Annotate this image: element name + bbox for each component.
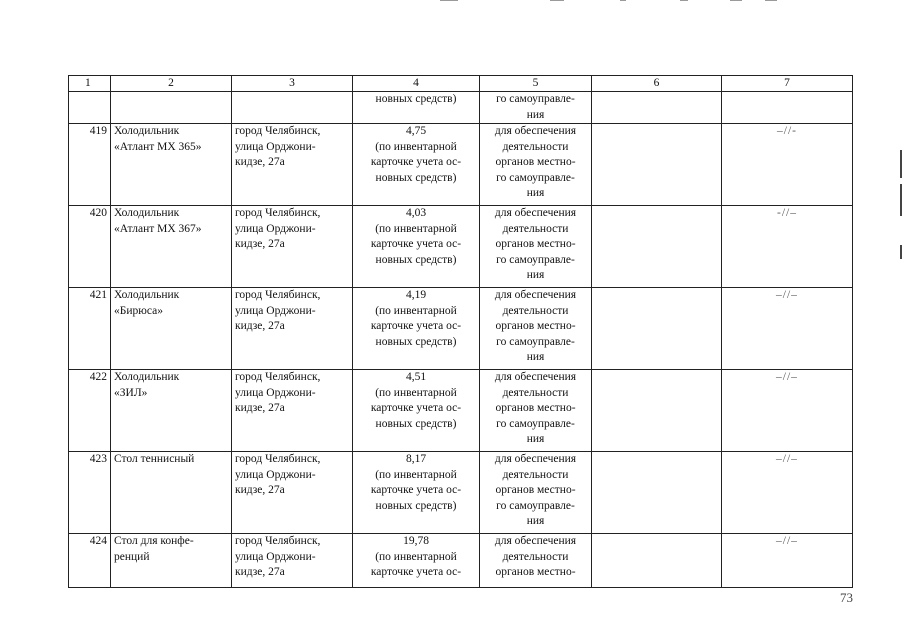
purpose-line: органов местно- [495, 320, 576, 332]
col6-cell [592, 370, 722, 452]
address-cell [232, 534, 353, 588]
property-register-table [68, 75, 853, 588]
value-line: карточке учета ос- [370, 402, 462, 414]
item-name-line: «ЗИЛ» [114, 386, 148, 399]
table-row [69, 452, 853, 534]
value-line: новных средств) [375, 171, 457, 184]
purpose-cell [480, 452, 592, 534]
ditto-mark: –//– [776, 371, 798, 383]
value-line: 19,78 [403, 535, 429, 547]
value-cell [353, 124, 480, 206]
purpose-line: го самоуправле- [496, 335, 575, 348]
continuation-purpose-cell [480, 92, 592, 124]
row-number-cell: 424 [69, 534, 111, 588]
continuation-purpose-line: го самоуправле- [496, 93, 575, 105]
address-cell [232, 288, 353, 370]
ditto-note-cell [722, 452, 853, 534]
purpose-line: органов местно- [495, 402, 576, 414]
value-line: (по инвентарной [375, 386, 457, 399]
purpose-line: для обеспечения [494, 453, 577, 465]
address-line: кидзе, 27а [235, 320, 285, 332]
row-number-cell: 421 [69, 288, 111, 370]
continuation-addr-cell [232, 92, 353, 124]
address-line: город Челябинск, [235, 289, 321, 301]
continuation-num-cell [69, 92, 111, 124]
purpose-cell [480, 370, 592, 452]
purpose-line: органов местно- [495, 566, 576, 578]
ditto-mark: –//– [776, 453, 798, 465]
purpose-line: ния [526, 515, 545, 527]
purpose-line: деятельности [502, 386, 569, 399]
value-line: новных средств) [375, 335, 457, 348]
ditto-mark: –//- [777, 125, 797, 137]
table-row [69, 534, 853, 588]
address-line: город Челябинск, [235, 125, 321, 137]
ditto-note-cell [722, 124, 853, 206]
address-line: улица Орджони- [235, 222, 316, 235]
item-name-line: Холодильник [114, 289, 180, 301]
row-number-cell: 420 [69, 206, 111, 288]
value-line: карточке учета ос- [370, 484, 462, 496]
continuation-value-line: новных средств) [375, 93, 457, 105]
purpose-line: для обеспечения [494, 289, 577, 301]
purpose-line: го самоуправле- [496, 171, 575, 184]
item-name-cell [111, 288, 232, 370]
item-name-line: Стол для конфе- [114, 535, 194, 547]
address-line: город Челябинск, [235, 207, 321, 219]
value-line: (по инвентарной [375, 304, 457, 317]
purpose-line: го самоуправле- [496, 253, 575, 266]
continuation-row [69, 92, 853, 124]
purpose-line: деятельности [502, 304, 569, 317]
header-col-1: 1 [69, 76, 111, 92]
value-line: карточке учета ос- [370, 156, 462, 168]
ditto-note-cell [722, 206, 853, 288]
address-line: город Челябинск, [235, 453, 321, 465]
address-line: улица Орджони- [235, 304, 316, 317]
margin-scan-mark [900, 245, 902, 259]
value-line: 4,03 [405, 207, 427, 219]
col6-cell [592, 534, 722, 588]
ditto-mark: -//– [777, 207, 797, 219]
purpose-line: для обеспечения [494, 207, 577, 219]
col6-cell [592, 124, 722, 206]
value-cell [353, 370, 480, 452]
value-line: 4,75 [405, 125, 427, 137]
margin-scan-mark [900, 184, 902, 216]
value-cell [353, 288, 480, 370]
value-line: карточке учета ос- [370, 320, 462, 332]
address-line: кидзе, 27а [235, 566, 285, 578]
table-row [69, 370, 853, 452]
item-name-line: Стол теннисный [114, 453, 195, 465]
value-line: новных средств) [375, 499, 457, 512]
item-name-line: Холодильник [114, 207, 180, 219]
item-name-cell [111, 534, 232, 588]
value-line: 8,17 [405, 453, 427, 465]
value-line: новных средств) [375, 253, 457, 266]
continuation-value-cell [353, 92, 480, 124]
purpose-line: ния [526, 351, 545, 363]
ditto-mark: –//– [776, 535, 798, 547]
address-cell [232, 452, 353, 534]
address-cell [232, 370, 353, 452]
header-col-6: 6 [592, 76, 722, 92]
address-line: кидзе, 27а [235, 402, 285, 414]
item-name-line: «Бирюса» [114, 304, 163, 317]
header-col-2: 2 [111, 76, 232, 92]
value-line: карточке учета ос- [370, 238, 462, 250]
row-number-cell: 422 [69, 370, 111, 452]
address-line: кидзе, 27а [235, 238, 285, 250]
purpose-line: для обеспечения [494, 371, 577, 383]
scan-edge-marks [430, 0, 790, 6]
purpose-line: деятельности [502, 140, 569, 153]
ditto-note-cell [722, 288, 853, 370]
value-line: карточке учета ос- [370, 566, 462, 578]
address-line: улица Орджони- [235, 468, 316, 481]
address-cell [232, 206, 353, 288]
column-number-header-row [69, 76, 853, 92]
value-line: 4,19 [405, 289, 427, 301]
table-row [69, 288, 853, 370]
address-cell [232, 124, 353, 206]
purpose-line: органов местно- [495, 156, 576, 168]
address-line: улица Орджони- [235, 386, 316, 399]
address-line: город Челябинск, [235, 535, 321, 547]
row-number-cell: 419 [69, 124, 111, 206]
table-row [69, 206, 853, 288]
purpose-line: деятельности [502, 468, 569, 481]
table-row [69, 124, 853, 206]
value-cell [353, 534, 480, 588]
value-line: новных средств) [375, 417, 457, 430]
purpose-line: ния [526, 433, 545, 445]
header-col-7: 7 [722, 76, 853, 92]
item-name-line: Холодильник [114, 371, 180, 383]
purpose-line: го самоуправле- [496, 417, 575, 430]
item-name-cell [111, 452, 232, 534]
value-cell [353, 206, 480, 288]
address-line: улица Орджони- [235, 140, 316, 153]
purpose-cell [480, 124, 592, 206]
col6-cell [592, 452, 722, 534]
address-line: город Челябинск, [235, 371, 321, 383]
item-name-line: ренций [114, 550, 150, 563]
purpose-line: ния [526, 269, 545, 281]
value-line: (по инвентарной [375, 222, 457, 235]
purpose-cell [480, 206, 592, 288]
value-cell [353, 452, 480, 534]
col6-cell [592, 206, 722, 288]
item-name-line: «Атлант МХ 367» [114, 222, 202, 235]
purpose-line: для обеспечения [494, 125, 577, 137]
purpose-line: органов местно- [495, 484, 576, 496]
purpose-line: го самоуправле- [496, 499, 575, 512]
header-col-3: 3 [232, 76, 353, 92]
address-line: кидзе, 27а [235, 484, 285, 496]
continuation-note-cell [722, 92, 853, 124]
continuation-name-cell [111, 92, 232, 124]
ditto-mark: –//– [776, 289, 798, 301]
row-number-cell: 423 [69, 452, 111, 534]
purpose-line: для обеспечения [494, 535, 577, 547]
continuation-col6-cell [592, 92, 722, 124]
address-line: улица Орджони- [235, 550, 316, 563]
page-number: 73 [840, 590, 853, 605]
item-name-cell [111, 206, 232, 288]
purpose-cell [480, 534, 592, 588]
purpose-line: деятельности [502, 550, 569, 563]
purpose-line: ния [526, 187, 545, 199]
purpose-cell [480, 288, 592, 370]
item-name-cell [111, 124, 232, 206]
value-line: (по инвентарной [375, 140, 457, 153]
item-name-cell [111, 370, 232, 452]
col6-cell [592, 288, 722, 370]
value-line: (по инвентарной [375, 550, 457, 563]
item-name-line: «Атлант МХ 365» [114, 140, 202, 153]
continuation-purpose-line: ния [526, 108, 545, 121]
margin-scan-mark [900, 150, 902, 178]
ditto-note-cell [722, 534, 853, 588]
purpose-line: деятельности [502, 222, 569, 235]
item-name-line: Холодильник [114, 125, 180, 137]
value-line: 4,51 [405, 371, 427, 383]
address-line: кидзе, 27а [235, 156, 285, 168]
ditto-note-cell [722, 370, 853, 452]
header-col-5: 5 [480, 76, 592, 92]
value-line: (по инвентарной [375, 468, 457, 481]
purpose-line: органов местно- [495, 238, 576, 250]
header-col-4: 4 [353, 76, 480, 92]
